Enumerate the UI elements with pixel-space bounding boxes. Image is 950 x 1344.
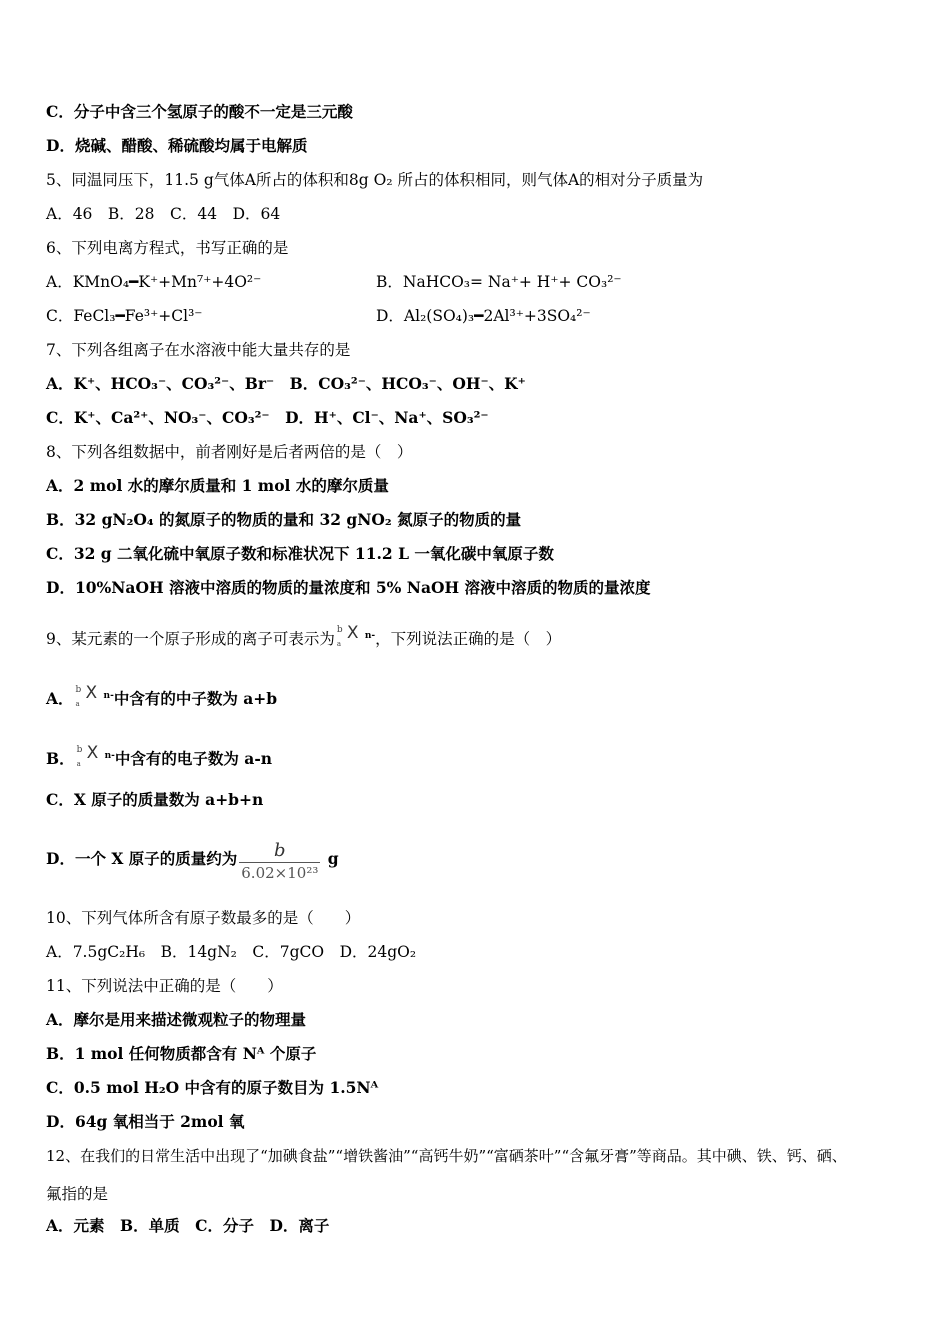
- nuclide-symbol: b a X: [336, 623, 359, 648]
- option-label: C．: [46, 102, 74, 121]
- question-5-options: A．46 B．28 C．44 D．64: [46, 205, 281, 223]
- question-11-option-d: D．64g 氧相当于 2mol 氧: [46, 1112, 245, 1131]
- question-7-options-cd: C．K⁺、Ca²⁺、NO₃⁻、CO₃²⁻ D．H⁺、Cl⁻、Na⁺、SO₃²⁻: [46, 408, 489, 427]
- unit-label: g: [327, 849, 339, 868]
- mass-fraction: [239, 840, 320, 883]
- question-number: 5、: [46, 171, 72, 189]
- option-text: D．一个 X 原子的质量约为: [46, 849, 238, 868]
- question-8-option-b: B．32 gN₂O₄ 的氮原子的物质的量和 32 gNO₂ 氮原子的物质的量: [46, 510, 522, 529]
- question-8-option-d: D．10%NaOH 溶液中溶质的物质的量浓度和 5% NaOH 溶液中溶质的物质的量浓度: [46, 578, 651, 597]
- ion-charge: n-: [364, 630, 376, 641]
- question-number: 11、: [46, 977, 82, 995]
- question-number: 8、: [46, 443, 72, 461]
- question-7-options-ab: A．K⁺、HCO₃⁻、CO₃²⁻、Br⁻ B．CO₃²⁻、HCO₃⁻、OH⁻、K⁺: [46, 374, 526, 393]
- question-11: [46, 976, 283, 996]
- question-11-option-c: C．0.5 mol H₂O 中含有的原子数目为 1.5Nᴬ: [46, 1078, 379, 1097]
- question-9-option-a: [46, 682, 277, 709]
- question-text: 下列气体所含有原子数最多的是（ ）: [81, 909, 361, 927]
- ion-charge: n-: [103, 690, 114, 701]
- question-9-option-b: [46, 742, 272, 769]
- question-9-option-d: [46, 840, 339, 883]
- question-text: 下列说法中正确的是（ ）: [81, 977, 283, 995]
- fraction-numerator: b: [274, 840, 286, 861]
- question-text: 下列电离方程式，书写正确的是: [71, 239, 289, 257]
- nuclide-symbol: b a X: [75, 683, 98, 708]
- option-d-q4: [46, 136, 307, 156]
- question-6: [46, 238, 288, 258]
- question-11-option-b: B．1 mol 任何物质都含有 Nᴬ 个原子: [46, 1044, 317, 1063]
- question-10: [46, 908, 360, 928]
- option-c-q4: [46, 102, 353, 122]
- option-text: 分子中含三个氢原子的酸不一定是三元酸: [73, 102, 353, 121]
- question-text: 某元素的一个原子形成的离子可表示为: [71, 630, 335, 648]
- question-11-option-a: A．摩尔是用来描述微观粒子的物理量: [46, 1010, 307, 1029]
- fraction-denominator: 6.02×10²³: [241, 864, 319, 882]
- ion-charge: n-: [104, 750, 115, 761]
- nuclide-symbol: b a X: [76, 743, 99, 768]
- question-9-option-c: C．X 原子的质量数为 a+b+n: [46, 790, 264, 809]
- option-text: 烧碱、醋酸、稀硫酸均属于电解质: [74, 136, 308, 155]
- question-text: 下列各组离子在水溶液中能大量共存的是: [71, 341, 351, 359]
- question-7: [46, 340, 350, 360]
- question-text: 下列各组数据中，前者刚好是后者两倍的是（ ）: [71, 443, 413, 461]
- question-8-option-a: A．2 mol 水的摩尔质量和 1 mol 水的摩尔质量: [46, 476, 389, 495]
- question-text: 在我们的日常生活中出现了“加碘食盐”“增铁酱油”“高钙牛奶”“富硒茶叶”“含氟牙膏”等商品。其中碘、铁、钙、硒、: [80, 1147, 847, 1165]
- question-8: [46, 442, 412, 462]
- question-5: [46, 170, 703, 190]
- question-6-option-c: C．FeCl₃━Fe³⁺+Cl³⁻: [46, 307, 203, 325]
- question-8-option-c: C．32 g 二氧化硫中氧原子数和标准状况下 11.2 L 一氧化碳中氧原子数: [46, 544, 554, 563]
- option-text: 中含有的中子数为 a+b: [113, 689, 278, 708]
- question-text: 同温同压下，11.5 g气体A所占的体积和8g O₂ 所占的体积相同，则气体A的相对分子质量为: [71, 171, 704, 189]
- question-12-options: A．元素 B．单质 C．分子 D．离子: [46, 1216, 330, 1235]
- question-number: 9、: [46, 630, 72, 648]
- option-label: A．: [46, 689, 74, 708]
- question-text-end: ，下列说法正确的是（ ）: [375, 630, 562, 648]
- question-12: [46, 1146, 847, 1166]
- question-number: 12、: [46, 1147, 81, 1165]
- option-label: D．: [46, 136, 75, 155]
- option-label: B．: [46, 749, 75, 768]
- question-6-option-a: A．KMnO₄━K⁺+Mn⁷⁺+4O²⁻: [46, 273, 262, 291]
- question-9: [46, 622, 561, 649]
- question-number: 6、: [46, 239, 72, 257]
- question-6-option-b: B．NaHCO₃= Na⁺+ H⁺+ CO₃²⁻: [376, 273, 622, 291]
- question-12-continued: 氟指的是: [46, 1185, 109, 1203]
- question-number: 7、: [46, 341, 72, 359]
- question-number: 10、: [46, 909, 82, 927]
- question-10-options: A．7.5gC₂H₆ B．14gN₂ C．7gCO D．24gO₂: [46, 943, 417, 961]
- option-text: 中含有的电子数为 a-n: [114, 749, 273, 768]
- question-6-option-d: D．Al₂(SO₄)₃━2Al³⁺+3SO₄²⁻: [376, 307, 591, 325]
